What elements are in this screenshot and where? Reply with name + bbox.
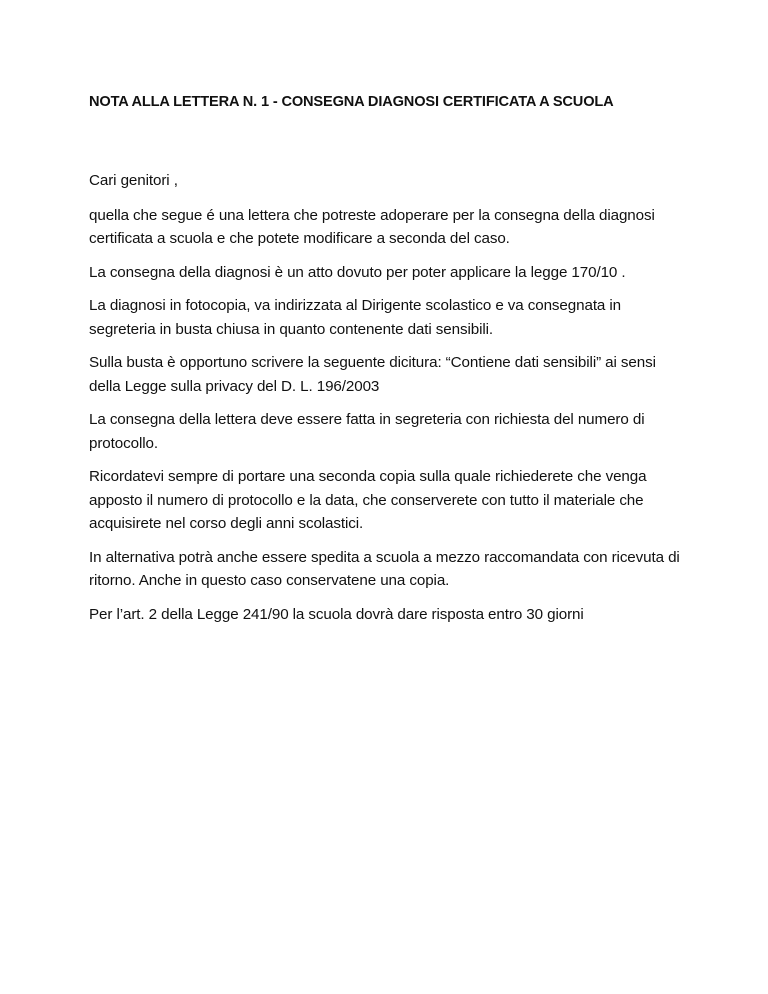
document-body bbox=[89, 92, 689, 636]
paragraph-registered-mail: In alternativa potrà anche essere spedita a scuola a mezzo raccomandata con ricevuta di ritorno. Anche in questo caso conservatene una copia. bbox=[89, 548, 680, 589]
paragraph-intro: quella che segue é una lettera che potreste adoperare per la consegna della diagnosi certificata a scuola e che potete modificare a seconda del caso. bbox=[89, 206, 655, 247]
paragraph-law-241: Per l’art. 2 della Legge 241/90 la scuola dovrà dare risposta entro 30 giorni bbox=[89, 605, 584, 623]
paragraph-photocopy: La diagnosi in fotocopia, va indirizzata al Dirigente scolastico e va consegnata in segreteria in busta chiusa in quanto contenente dati sensibili. bbox=[89, 297, 622, 338]
document-title: NOTA ALLA LETTERA N. 1 - CONSEGNA DIAGNOSI CERTIFICATA A SCUOLA bbox=[89, 94, 614, 110]
paragraph-law-170: La consegna della diagnosi è un atto dovuto per poter applicare la legge 170/10 . bbox=[89, 263, 626, 281]
paragraph-envelope: Sulla busta è opportuno scrivere la seguente dicitura: “Contiene dati sensibili” ai sensi della Legge sulla privacy del D. L. 196/2003 bbox=[89, 354, 656, 395]
paragraph-second-copy: Ricordatevi sempre di portare una seconda copia sulla quale richiederete che venga apposto il numero di protocollo e la data, che conserverete con tutto il materiale che acquisirete nel corso degli anni scolastici. bbox=[89, 468, 647, 532]
paragraph-protocol: La consegna della lettera deve essere fatta in segreteria con richiesta del numero di protocollo. bbox=[89, 411, 645, 452]
greeting: Cari genitori , bbox=[89, 172, 178, 189]
